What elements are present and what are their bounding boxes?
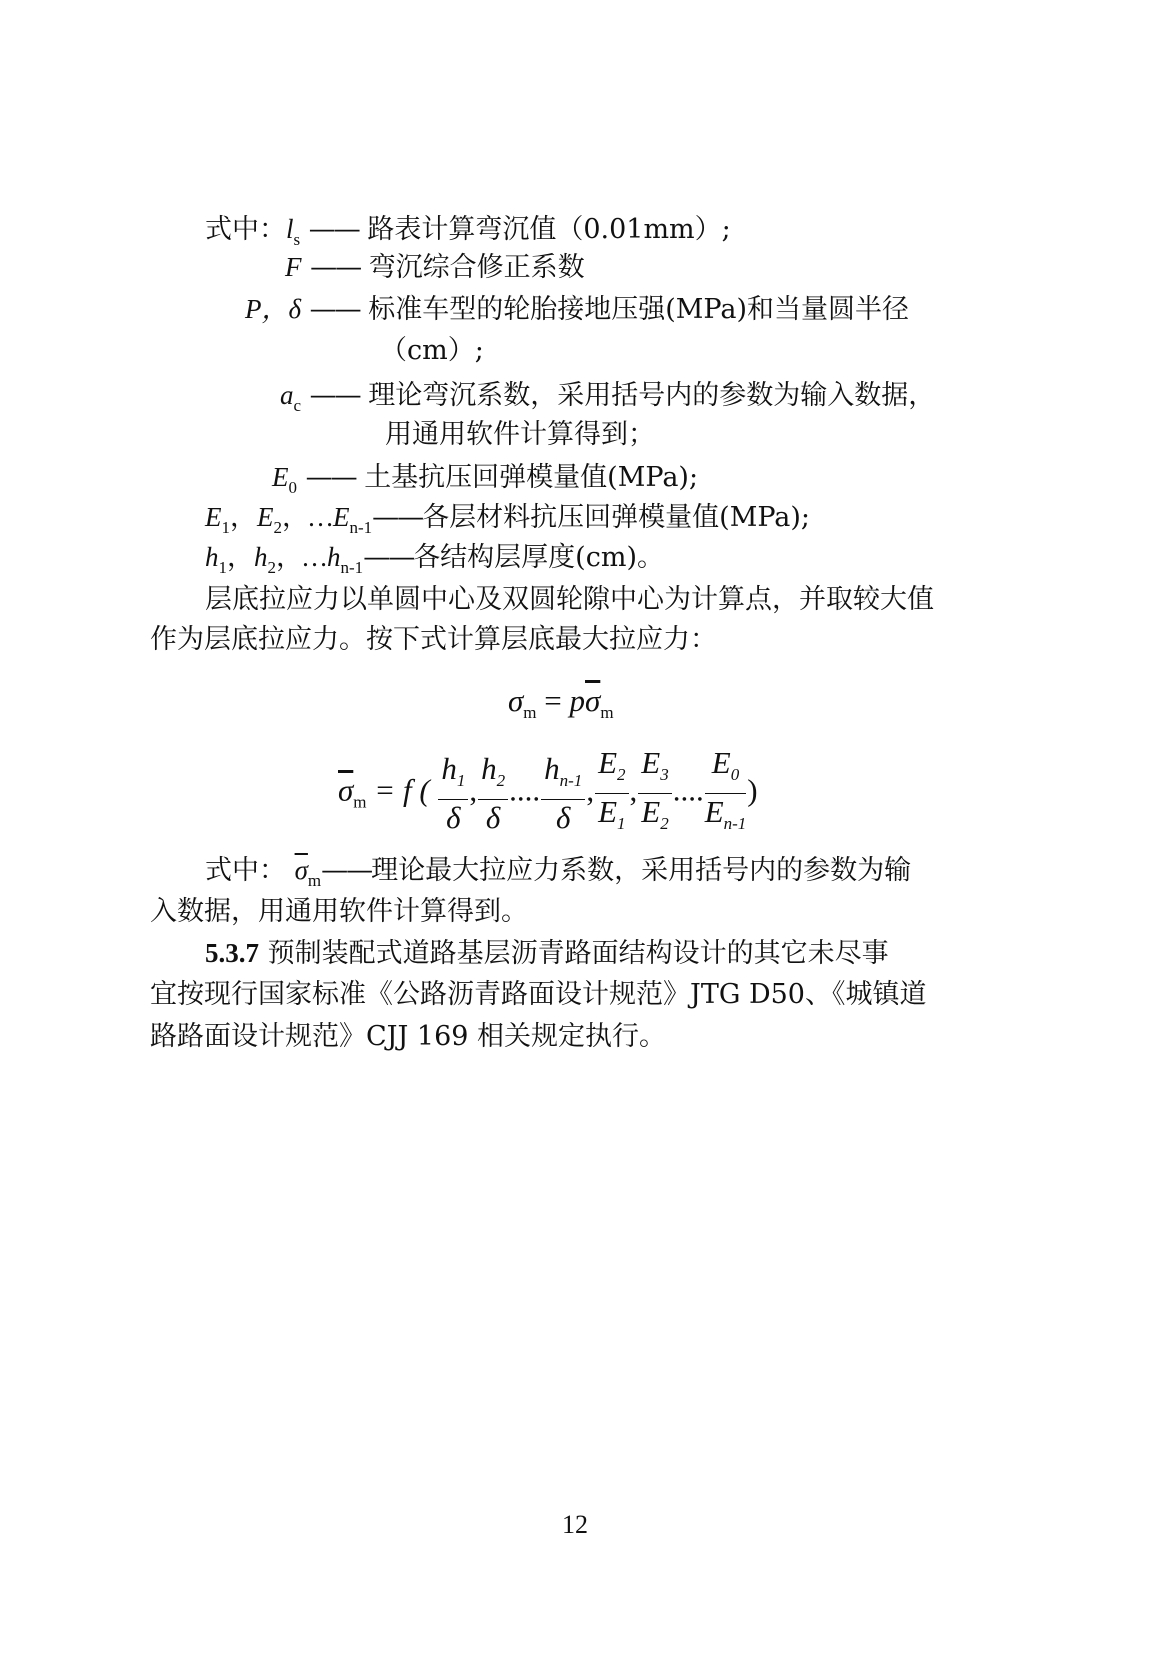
symbol: σ (508, 683, 524, 718)
dash: —— (309, 380, 360, 411)
subscript: s (293, 230, 301, 249)
fraction (541, 751, 585, 836)
fraction (705, 745, 747, 842)
def-E0 (272, 460, 698, 505)
subscript: 3 (660, 765, 669, 784)
subscript: 1 (218, 558, 227, 577)
comma: , (586, 772, 595, 808)
symbol: h (441, 751, 457, 786)
subscript: c (293, 396, 302, 415)
symbol: E (257, 502, 274, 532)
fraction (595, 745, 628, 842)
symbol: E (598, 794, 617, 829)
paragraph-line: 作为层底拉应力。按下式计算层底最大拉应力： (150, 624, 717, 655)
symbol: l (286, 214, 294, 244)
symbol: E (704, 794, 724, 829)
subscript: 2 (496, 771, 506, 790)
symbol: h (481, 751, 497, 786)
symbol: h (254, 542, 268, 572)
subscript: 0 (730, 765, 740, 784)
definition-text: 理论最大拉应力系数，采用括号内的参数为输 (371, 855, 912, 886)
subscript: 2 (267, 558, 276, 577)
definition-text: 用通用软件计算得到； (385, 419, 655, 450)
dash: —— (309, 294, 360, 325)
def-prefix: 式中： (205, 214, 286, 245)
clause-line (205, 936, 889, 971)
def-hn: $h_1$，$h_2$，$\dots h_{n-1}——$各结构层厚度(cm)。 (205, 542, 664, 577)
dots: .... (672, 772, 704, 808)
symbol: E (641, 745, 661, 780)
subscript: 1 (221, 518, 230, 537)
page-number: 12 (562, 1510, 588, 1539)
dash: —— (363, 542, 414, 573)
subscript: n-1 (559, 771, 583, 790)
close-paren: ) (747, 772, 758, 808)
clause-line: 宜按现行国家标准《公路沥青路面设计规范》JTG D50、《城镇道 (150, 979, 927, 1010)
symbol: $\overline{\sigma}$ (585, 683, 601, 718)
dash: —— (321, 855, 372, 886)
fraction (438, 751, 468, 836)
symbol: E (205, 502, 222, 532)
dash: —— (305, 462, 356, 493)
def-sigma (205, 853, 911, 898)
fraction (638, 745, 671, 842)
def-ac (280, 378, 935, 423)
symbol: δ (446, 800, 461, 835)
definition-text: 土基抗压回弹模量值(MPa); (364, 462, 699, 493)
comma: , (469, 772, 478, 808)
subscript: 1 (456, 771, 466, 790)
definition-text: 各层材料抗压回弹模量值(MPa); (422, 502, 811, 533)
symbol: …h (303, 542, 341, 572)
clause-line: 路路面设计规范》CJJ 169 相关规定执行。 (150, 1021, 667, 1052)
clause-text: 预制装配式道路基层沥青路面结构设计的其它未尽事 (267, 938, 889, 969)
symbol: F (285, 252, 302, 282)
subscript: 0 (288, 478, 297, 497)
definition-text: 路表计算弯沉值（0.01mm）; (367, 214, 731, 245)
symbol: E (711, 745, 731, 780)
symbol: E (272, 462, 289, 492)
symbol: …E (309, 502, 350, 532)
symbol: δ (485, 800, 501, 835)
definition-text: （cm）; (380, 335, 484, 366)
def-ac-cont (385, 418, 655, 452)
dots: .... (509, 772, 541, 808)
paragraph-line: 层底拉应力以单圆中心及双圆轮隙中心为计算点，并取较大值 (205, 584, 934, 615)
dash: —— (372, 502, 423, 533)
fraction (478, 751, 508, 836)
symbol: a (280, 380, 294, 410)
subscript: m (600, 703, 614, 722)
def-prefix: 式中： (205, 855, 286, 886)
symbol: E (598, 745, 617, 780)
symbol: P，δ (245, 294, 302, 324)
def-P-cont (380, 334, 484, 368)
definition-text: 弯沉综合修正系数 (368, 252, 585, 283)
subscript: m (307, 871, 322, 890)
symbol: h (544, 751, 560, 786)
subscript: n-1 (723, 814, 747, 833)
subscript: 2 (617, 765, 626, 784)
subscript: 2 (273, 518, 282, 537)
def-F (285, 250, 585, 285)
dash: —— (310, 252, 361, 283)
symbol: δ (556, 800, 571, 835)
comma: , (629, 772, 638, 808)
symbol: p (569, 683, 586, 718)
equals: = (544, 683, 562, 718)
subscript: n-1 (349, 518, 373, 537)
dash: —— (308, 214, 359, 245)
symbol: E (641, 794, 661, 829)
def-sigma-cont: 入数据，用通用软件计算得到。 (150, 896, 528, 927)
symbol: h (205, 542, 219, 572)
clause-number: 5.3.7 (205, 938, 259, 968)
definition-text: 标准车型的轮胎接地压强(MPa)和当量圆半径 (368, 294, 909, 325)
subscript: m (353, 792, 367, 812)
symbol: $\overline{\sigma}$ (294, 855, 308, 885)
subscript: 2 (660, 814, 669, 833)
def-P (245, 292, 909, 327)
def-En: $E_1$，$E_2$，$\dots E_{n-1}——$各层材料抗压回弹模量值(MPa); (205, 502, 811, 537)
symbol: $\overline{\sigma}$ (338, 772, 354, 808)
formula-sigma-m (508, 683, 614, 723)
subscript: 1 (617, 814, 626, 833)
subscript: n-1 (340, 558, 364, 577)
function: = f ( (374, 772, 430, 808)
definition-text: 理论弯沉系数，采用括号内的参数为输入数据， (368, 380, 936, 411)
subscript: m (523, 703, 537, 722)
formula-sigma-bar (338, 745, 758, 842)
definition-text: 各结构层厚度(cm)。 (413, 542, 664, 573)
